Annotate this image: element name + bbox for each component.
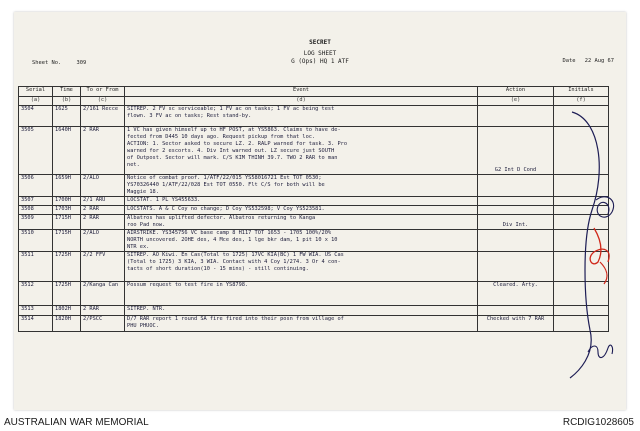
letter-b: (b) <box>53 97 81 106</box>
from-cell: 2/2 FFV <box>81 252 125 282</box>
from-cell: 2/ALO <box>81 175 125 197</box>
letter-e: (e) <box>478 97 554 106</box>
from-cell: 2/PSCC <box>81 316 125 332</box>
time-cell: 1700H <box>53 197 81 206</box>
classification: SECRET <box>309 39 331 46</box>
serial-cell: 3505 <box>19 127 53 175</box>
serial-cell: 3504 <box>19 106 53 127</box>
event-cell: LOCSTATS. A & C Coy no change; D Coy YS532598; V Coy YS523581. <box>125 206 478 215</box>
time-cell: 1725H <box>53 252 81 282</box>
event-cell: LOCSTAT. 1 PL YS455633. <box>125 197 478 206</box>
header-serial: Serial <box>19 87 53 97</box>
time-cell: 1715H <box>53 230 81 252</box>
from-cell: 2 RAR <box>81 206 125 215</box>
event-cell: SITREP. 2 FV sc serviceable; 1 FV ac on tasks; 1 FV ac being test flown. 3 FV ac on tasks; Rest stand-by. <box>125 106 478 127</box>
serial-cell: 3510 <box>19 230 53 252</box>
time-cell: 1640H <box>53 127 81 175</box>
action-cell: Cleared. Arty. <box>478 282 554 306</box>
serial-cell: 3512 <box>19 282 53 306</box>
action-cell: Div Int. <box>478 215 554 230</box>
letter-c: (c) <box>81 97 125 106</box>
serial-cell: 3507 <box>19 197 53 206</box>
from-cell: 2 RAR <box>81 306 125 316</box>
time-cell: 1625 <box>53 106 81 127</box>
sheet-date-value: 22 Aug 67 <box>584 58 614 64</box>
sheet-title: LOG SHEET <box>303 50 337 57</box>
letter-f: (f) <box>554 97 609 106</box>
sheet-number-label: Sheet No. <box>32 60 62 66</box>
time-cell: 1802H <box>53 306 81 316</box>
serial-cell: 3511 <box>19 252 53 282</box>
header-to-from: To or From <box>81 87 125 97</box>
from-cell: 2 RAR <box>81 215 125 230</box>
from-cell: 2/161 Recce <box>81 106 125 127</box>
event-cell: Albatros has uplifted defector. Albatros returning to Kanga roo Pad now. <box>125 215 478 230</box>
archive-reference: RCDIG1028605 <box>562 417 634 428</box>
event-cell: AIRSTRIKE. YS345756 VC base camp 8 H117 TOT 1653 - 1705 100%/20% NORTH uncovered. 2OHE des, 4 Mce des, 1 lge bkr dam, 1 pit 10 x 10 NTR ex. <box>125 230 478 252</box>
letter-d: (d) <box>125 97 478 106</box>
time-cell: 1725H <box>53 282 81 306</box>
event-cell: D/7 RAR report 1 round SA fire fired into their posn from village of PHU PHUOC. <box>125 316 478 332</box>
time-cell: 1820H <box>53 316 81 332</box>
header-action: Action <box>478 87 554 97</box>
header-initials: Initials <box>554 87 609 97</box>
serial-cell: 3514 <box>19 316 53 332</box>
from-cell: 2/ALO <box>81 230 125 252</box>
action-cell: Checked with 7 RAR <box>478 316 554 332</box>
serial-cell: 3506 <box>19 175 53 197</box>
event-cell: SITREP. NTR. <box>125 306 478 316</box>
serial-cell: 3513 <box>19 306 53 316</box>
time-cell: 1703H <box>53 206 81 215</box>
time-cell: 1715H <box>53 215 81 230</box>
serial-cell: 3509 <box>19 215 53 230</box>
from-cell: 2 RAR <box>81 127 125 175</box>
header-time: Time <box>53 87 81 97</box>
from-cell: 2/1 ARU <box>81 197 125 206</box>
event-cell: Possum request to test fire in YS8798. <box>125 282 478 306</box>
sheet-date-label: Date <box>562 58 576 64</box>
sheet-subtitle: G (Ops) HQ 1 ATF <box>291 58 349 65</box>
event-cell: Notice of combat proof. 1/ATF/22/015 YS58016721 Est TOT 0530; YS70326440 1/ATF/22/028 Est TOT 0550. Flt C/S for both will be Maggie 18. <box>125 175 478 197</box>
archive-credit: AUSTRALIAN WAR MEMORIAL <box>4 417 149 428</box>
sheet-number-value: 309 <box>76 60 87 66</box>
from-cell: 2/Kanga Can <box>81 282 125 306</box>
event-cell: SITREP. AO Kiwi. En Cas(Total to 1725) 17VC KIA(BC) 1 FW WIA. US Cas (Total to 1725) 3 KIA, 3 WIA. Contact with 4 Coy 1/274. 3 Or 4 con- tacts of short duration(10 - 15 mins) - still continuing. <box>125 252 478 282</box>
serial-cell: 3508 <box>19 206 53 215</box>
letter-a: (a) <box>19 97 53 106</box>
header-event: Event <box>125 87 478 97</box>
event-cell: 1 VC has given himself up to HF POST, at YS5863. Claims to have de- fected from D445 10 days ago. Request pickup from that loc. ACTION: 1. Sector asked to secure LZ. 2. RALP warned for task. 3. Pro warned for 2 escorts. 4. Div Int warned out. LZ secure just SOUTH of Outpost. Sector will mark. C/S KIM THINH 39.7. TWO 2 RAR to man net. <box>125 127 478 175</box>
action-cell: G2 Int D Cond <box>478 127 554 175</box>
time-cell: 1659H <box>53 175 81 197</box>
